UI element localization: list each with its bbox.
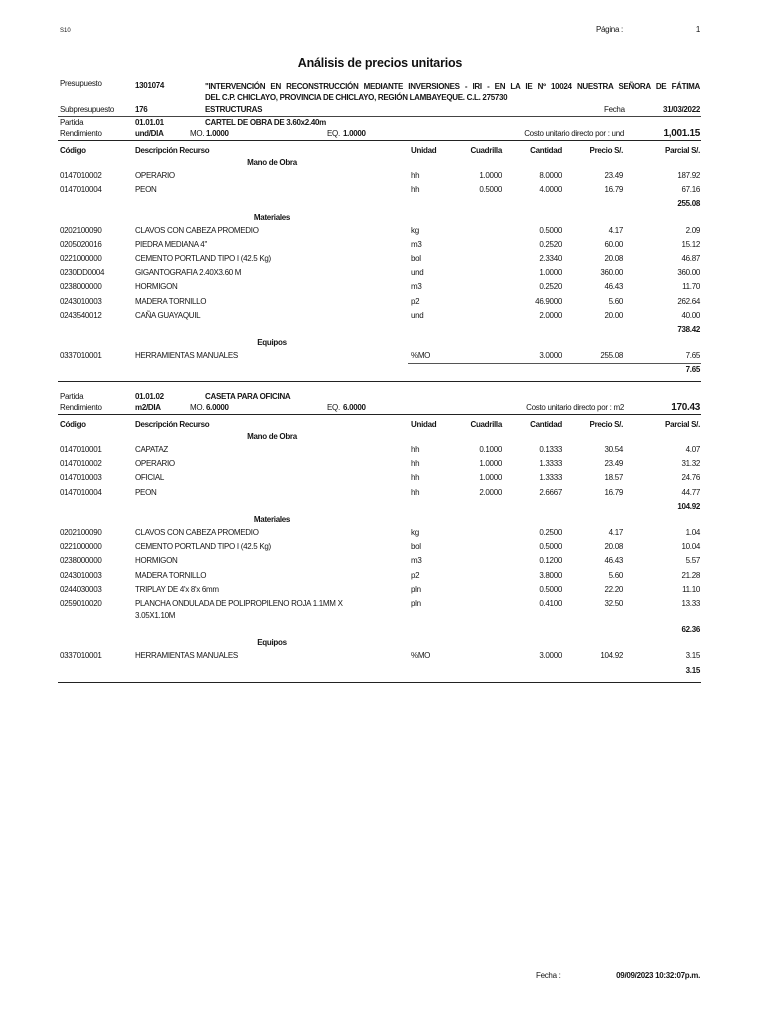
resource-section [58,337,701,377]
resource-code: 0243540012 [60,310,102,320]
resource-partial: 4.07 [685,445,700,455]
resource-description: HERRAMIENTAS MANUALES [135,351,238,361]
footer-timestamp: 09/09/2023 10:32:07p.m. [616,971,700,980]
resource-cantidad: 0.2500 [539,528,562,538]
rendimiento-label: Rendimiento [60,403,102,412]
resource-cuadrilla: 0.1000 [479,445,502,455]
resource-description: CLAVOS CON CABEZA PROMEDIO [135,225,259,235]
partida-label: Partida [60,392,84,401]
resource-partial: 7.65 [685,351,700,361]
resource-unit: kg [411,225,419,235]
column-header-cantidad: Cantidad [530,420,562,429]
resource-unit: hh [411,185,420,195]
partida-code: 01.01.02 [135,392,164,401]
resource-cantidad: 0.2520 [539,239,562,249]
column-header-code: Código [60,420,86,429]
section-title-row [58,212,701,224]
resource-unit: hh [411,473,420,483]
section-subtotal: 3.15 [685,665,700,675]
resource-description: PEON [135,185,157,195]
resource-partial: 15.12 [681,239,700,249]
resource-cantidad: 3.0000 [539,351,562,361]
resource-price: 5.60 [608,296,623,306]
column-header-price: Precio S/. [589,420,623,429]
partida-label: Partida [60,118,84,127]
presupuesto-description-line: "INTERVENCIÓN EN RECONSTRUCCIÓN MEDIANTE INVERSIONES - IRI - EN LA IE Nº 10024 NUESTRA SEÑORA DE FÁTIMA [205,81,700,91]
resource-code: 0202100090 [60,225,102,235]
rendimiento-row [58,128,701,141]
resource-price: 4.17 [608,225,623,235]
resource-code: 0221000000 [60,542,102,552]
resource-price: 20.00 [604,310,623,320]
column-header-description: Descripción Recurso [135,146,210,155]
resource-unit: und [411,310,424,320]
resource-code: 0205020016 [60,239,102,249]
resource-partial: 11.70 [682,282,700,292]
section-title: Equipos [257,338,287,348]
resource-cantidad: 8.0000 [539,171,562,181]
unit-cost-label: Costo unitario directo por : und [524,129,624,138]
resource-price: 23.49 [604,459,623,469]
resource-row [58,295,701,309]
column-header-code: Código [60,146,86,155]
resource-cantidad: 0.5000 [539,584,562,594]
resource-description: PIEDRA MEDIANA 4" [135,239,207,249]
resource-row [58,280,701,294]
column-header-cantidad: Cantidad [530,146,562,155]
resource-unit: bol [411,254,421,264]
resource-partial: 24.76 [681,473,700,483]
resource-cantidad: 0.1333 [539,445,562,455]
resource-price: 18.57 [604,473,623,483]
section-title-row [58,514,701,526]
presupuesto-description [205,81,700,103]
page-label: Página : [596,25,623,34]
rendimiento-row [58,402,701,415]
resource-description: CEMENTO PORTLAND TIPO I (42.5 Kg) [135,254,271,264]
section-title-row [58,637,701,649]
column-header-unit: Unidad [411,420,437,429]
resource-partial: 187.92 [677,171,700,181]
resource-description: OFICIAL [135,473,165,483]
resource-code: 0337010001 [60,651,102,661]
column-header-unit: Unidad [411,146,437,155]
rendimiento-label: Rendimiento [60,129,102,138]
resource-price: 32.50 [604,598,623,608]
rendimiento-unit: und/DIA [135,129,164,138]
resource-code: 0147010002 [60,171,102,181]
resource-code: 0147010004 [60,185,102,195]
resource-partial: 46.87 [681,254,700,264]
section-title: Equipos [257,638,287,648]
resource-partial: 2.09 [685,225,700,235]
resource-partial: 21.28 [681,570,700,580]
column-header-description: Descripción Recurso [135,420,210,429]
resource-row [58,486,701,500]
resource-price: 23.49 [604,171,623,181]
resource-code: 0230DD0004 [60,268,105,278]
resource-description: CAPATAZ [135,445,169,455]
section-subtotal-row [58,500,701,514]
resource-price: 22.20 [604,584,623,594]
column-header-cuadrilla: Cuadrilla [470,146,502,155]
resource-row [58,540,701,554]
resource-partial: 10.04 [681,542,700,552]
mo-label: MO. [190,129,205,138]
resource-code: 0244030003 [60,584,102,594]
resource-description: GIGANTOGRAFIA 2.40X3.60 M [135,268,242,278]
resource-code: 0147010003 [60,473,102,483]
resource-cantidad: 1.3333 [539,473,562,483]
resource-unit: hh [411,487,420,497]
resource-unit: p2 [411,570,420,580]
column-header-row [58,141,701,157]
eq-value: 1.0000 [343,129,366,138]
section-title: Materiales [253,212,291,222]
resource-partial: 44.77 [681,487,700,497]
resource-cuadrilla: 0.5000 [479,185,502,195]
resource-row [58,583,701,597]
resource-cantidad: 0.1200 [539,556,562,566]
section-subtotal-row [58,197,701,211]
resource-cuadrilla: 1.0000 [479,459,502,469]
resource-price: 4.17 [608,528,623,538]
section-subtotal-row [58,363,701,377]
resource-cantidad: 4.0000 [539,185,562,195]
resource-cantidad: 46.9000 [535,296,562,306]
column-header-partial: Parcial S/. [665,420,700,429]
resource-section [58,514,701,637]
unit-cost-value: 1,001.15 [663,128,700,139]
resource-cantidad: 2.6667 [539,487,562,497]
resource-code: 0243010003 [60,296,102,306]
resource-price: 360.00 [600,268,623,278]
column-header-row [58,415,701,431]
resource-price: 30.54 [604,445,623,455]
rendimiento-unit: m2/DIA [135,403,161,412]
resource-cantidad: 0.5000 [539,542,562,552]
resource-cantidad: 0.2520 [539,282,562,292]
resource-description: CEMENTO PORTLAND TIPO I (42.5 Kg) [135,542,271,552]
resource-cantidad: 0.5000 [539,225,562,235]
resource-code: 0147010001 [60,445,102,455]
resource-cantidad: 3.0000 [539,651,562,661]
footer-fecha-label: Fecha : [536,971,561,980]
partida-row [58,391,701,402]
partida-name: CASETA PARA OFICINA [205,392,291,401]
resource-row [58,597,701,623]
resource-unit: %MO [411,351,431,361]
section-subtotal-row [58,623,701,637]
resource-price: 46.43 [604,282,623,292]
resource-row [58,238,701,252]
resource-code: 0243010003 [60,570,102,580]
presupuesto-description-line: DEL C.P. CHICLAYO, PROVINCIA DE CHICLAYO, REGIÓN LAMBAYEQUE. C.L. 275730 [205,92,508,102]
resource-code: 0202100090 [60,528,102,538]
resource-description: PLANCHA ONDULADA DE POLIPROPILENO ROJA 1.1MM X 3.05X1.10M [135,598,343,620]
resource-row [58,349,701,363]
resource-cuadrilla: 2.0000 [479,487,502,497]
resource-row [58,183,701,197]
resource-row [58,554,701,568]
resource-row [58,252,701,266]
resource-unit: hh [411,171,420,181]
resource-cuadrilla: 1.0000 [479,171,502,181]
resource-section [58,431,701,514]
resource-cantidad: 3.8000 [539,570,562,580]
resource-description: CAÑA GUAYAQUIL [135,310,201,320]
section-title: Materiales [253,514,291,524]
presupuesto-code: 1301074 [135,81,165,90]
resource-unit: %MO [411,651,431,661]
resource-row [58,169,701,183]
resource-price: 60.00 [604,239,623,249]
subpresupuesto-name: ESTRUCTURAS [205,105,263,114]
resource-description: MADERA TORNILLO [135,570,207,580]
section-title-row [58,157,701,169]
partida-code: 01.01.01 [135,118,164,127]
resource-code: 0337010001 [60,351,102,361]
column-header-cuadrilla: Cuadrilla [470,420,502,429]
section-title-row [58,431,701,443]
resource-row [58,649,701,663]
section-subtotal: 104.92 [677,501,700,511]
resource-row [58,266,701,280]
resource-code: 0238000000 [60,556,102,566]
presupuesto-label: Presupuesto [60,79,102,88]
resource-unit: m3 [411,282,422,292]
partida-name: CARTEL DE OBRA DE 3.60x2.40m [205,118,326,127]
section-subtotal: 7.65 [685,365,700,375]
resource-partial: 13.33 [681,598,700,608]
mo-value: 1.0000 [206,129,229,138]
resource-price: 5.60 [608,570,623,580]
fecha-value: 31/03/2022 [662,105,700,114]
partida-block [58,116,701,382]
subpresupuesto-code: 176 [135,105,148,114]
resource-unit: kg [411,528,419,538]
resource-partial: 360.00 [677,268,700,278]
resource-row [58,309,701,323]
resource-description: TRIPLAY DE 4'x 8'x 6mm [135,584,219,594]
resource-cantidad: 1.0000 [539,268,562,278]
eq-label: EQ. [327,129,340,138]
resource-partial: 5.57 [685,556,700,566]
resource-price: 20.08 [604,254,623,264]
column-header-price: Precio S/. [589,146,623,155]
mo-value: 6.0000 [206,403,229,412]
resource-partial: 31.32 [681,459,700,469]
report-title: Análisis de precios unitarios [297,56,463,70]
section-subtotal: 738.42 [677,324,700,334]
resource-unit: bol [411,542,421,552]
eq-label: EQ. [327,403,340,412]
section-subtotal-row [58,663,701,677]
section-title: Mano de Obra [247,432,297,441]
resource-description: MADERA TORNILLO [135,296,207,306]
resource-partial: 67.16 [681,185,700,195]
resource-partial: 40.00 [681,310,700,320]
resource-partial: 11.10 [682,584,700,594]
resource-unit: pln [411,584,421,594]
resource-description: HORMIGON [135,556,178,566]
section-subtotal: 255.08 [677,199,700,209]
resource-price: 16.79 [604,487,623,497]
resource-unit: pln [411,598,421,608]
section-subtotal: 62.36 [681,625,700,635]
resource-unit: hh [411,459,420,469]
resource-description: PEON [135,487,157,497]
column-header-partial: Parcial S/. [665,146,700,155]
resource-price: 16.79 [604,185,623,195]
mo-label: MO. [190,403,205,412]
resource-description: OPERARIO [135,171,175,181]
section-subtotal-row [58,323,701,337]
unit-cost-label: Costo unitario directo por : m2 [526,403,624,412]
resource-row [58,457,701,471]
resource-section [58,212,701,338]
resource-price: 104.92 [600,651,623,661]
eq-value: 6.0000 [343,403,366,412]
resource-code: 0259010020 [60,598,102,608]
resource-code: 0221000000 [60,254,102,264]
system-name: S10 [60,28,71,34]
resource-row [58,443,701,457]
section-title: Mano de Obra [247,158,297,167]
resource-cantidad: 1.3333 [539,459,562,469]
resource-row [58,569,701,583]
resource-cuadrilla: 1.0000 [479,473,502,483]
partida-row [58,117,701,128]
resource-price: 46.43 [604,556,623,566]
resource-cantidad: 2.0000 [539,310,562,320]
fecha-label: Fecha [604,105,625,114]
resource-unit: hh [411,445,420,455]
resource-code: 0238000000 [60,282,102,292]
resource-description: OPERARIO [135,459,175,469]
resource-description: HERRAMIENTAS MANUALES [135,651,238,661]
resource-price: 20.08 [604,542,623,552]
resource-row [58,526,701,540]
resource-unit: m3 [411,239,422,249]
resource-description: HORMIGON [135,282,178,292]
resource-row [58,224,701,238]
resource-partial: 1.04 [685,528,700,538]
resource-unit: p2 [411,296,420,306]
resource-partial: 262.64 [677,296,700,306]
resource-cantidad: 0.4100 [539,598,562,608]
resource-partial: 3.15 [685,651,700,661]
resource-unit: und [411,268,424,278]
resource-unit: m3 [411,556,422,566]
page-number: 1 [695,25,700,34]
section-title-row [58,337,701,349]
resource-description: CLAVOS CON CABEZA PROMEDIO [135,528,259,538]
resource-section [58,637,701,677]
resource-section [58,157,701,212]
resource-cantidad: 2.3340 [539,254,562,264]
resource-code: 0147010002 [60,459,102,469]
unit-cost-value: 170.43 [671,402,700,413]
partida-block [58,391,701,683]
subpresupuesto-label: Subpresupuesto [60,105,115,114]
resource-price: 255.08 [600,351,623,361]
resource-code: 0147010004 [60,487,102,497]
resource-row [58,471,701,485]
